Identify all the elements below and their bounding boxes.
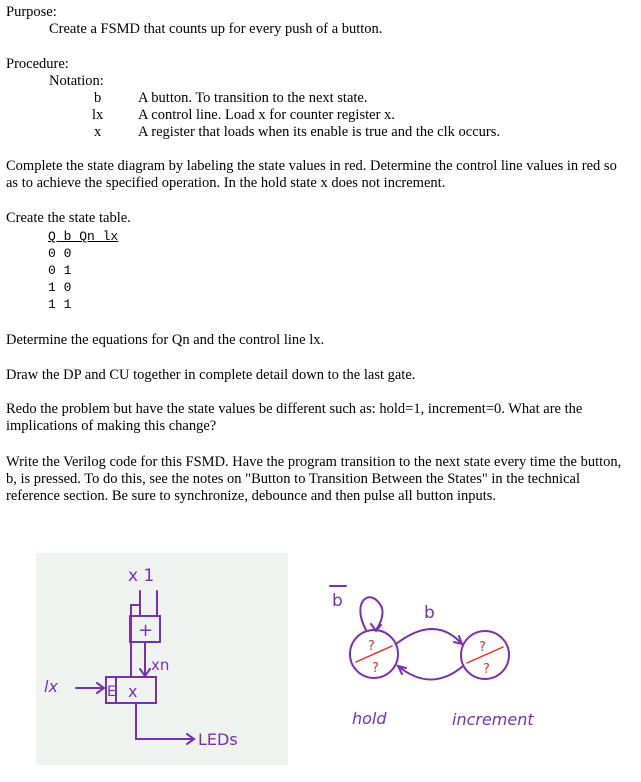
- control-value-unknown: ?: [372, 661, 379, 676]
- notation-heading: Notation:: [49, 73, 104, 89]
- output-label: LEDs: [198, 730, 238, 749]
- draw-instructions: Draw the DP and CU together in complete detail down to the last gate.: [6, 367, 416, 383]
- procedure-heading: Procedure:: [6, 56, 69, 72]
- state-diagram-sketch: [326, 572, 572, 742]
- state-table-header: Q b Qn lx: [48, 229, 119, 244]
- state-table-row: 0 0: [48, 246, 72, 261]
- control-value-unknown: ?: [483, 662, 490, 677]
- notation-description: A control line. Load x for counter register x.: [138, 107, 395, 123]
- state-table-row: 1 0: [48, 280, 72, 295]
- equations-instructions: Determine the equations for Qn and the control line lx.: [6, 332, 325, 348]
- state-value-unknown: ?: [479, 640, 486, 655]
- notation-symbol: lx: [92, 107, 104, 123]
- control-line-label: lx: [44, 677, 58, 696]
- state-value-unknown: ?: [368, 639, 375, 654]
- purpose-heading: Purpose:: [6, 4, 57, 20]
- redo-instructions: Redo the problem but have the state values be different such as: hold=1, increment=0. What are the implications of making this change?: [6, 401, 583, 434]
- verilog-instructions: Write the Verilog code for this FSMD. Have the program transition to the next state every time the button, b, is pressed. To do this, see the notes on "Button to Transition Between the States" in the technical reference section. Be sure to synchronize, debounce and then pulse all button inputs.: [6, 454, 622, 504]
- purpose-text: Create a FSMD that counts up for every push of a button.: [49, 21, 383, 37]
- notation-description: A button. To transition to the next state.: [138, 90, 368, 106]
- state-table-row: 1 1: [48, 297, 72, 312]
- notation-symbol: b: [94, 90, 102, 106]
- transition-input-label: b: [424, 603, 435, 623]
- transition-input-label: b: [332, 591, 343, 611]
- notation-description: A register that loads when its enable is true and the clk occurs.: [138, 124, 500, 140]
- register-name: x: [128, 682, 138, 701]
- adder-output-label: xn: [151, 656, 170, 674]
- state-name-increment: increment: [452, 710, 534, 729]
- state-table-instructions: Create the state table.: [6, 210, 131, 226]
- state-table-row: 0 1: [48, 263, 72, 278]
- adder-symbol: +: [138, 620, 154, 641]
- datapath-sketch: [36, 553, 288, 765]
- state-name-hold: hold: [352, 709, 387, 728]
- adder-input-label: x 1: [128, 566, 155, 586]
- state-diagram-instructions: Complete the state diagram by labeling the state values in red. Determine the control line values in red so as to achieve the specified operation. In the hold state x does not increment.: [6, 158, 617, 191]
- register-enable-label: E: [107, 684, 116, 700]
- notation-symbol: x: [94, 124, 102, 140]
